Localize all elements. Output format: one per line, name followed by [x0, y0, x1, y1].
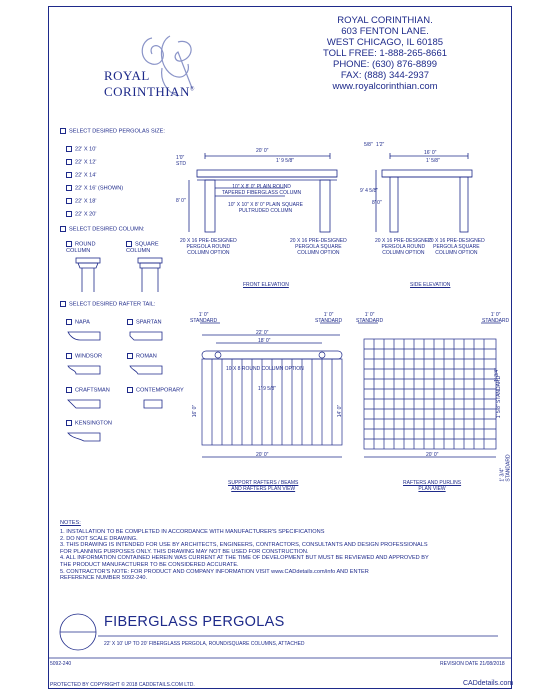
rafter-option[interactable]: ROMAN: [127, 353, 157, 360]
plan1-std-right: 1' 0" STANDARD: [315, 312, 343, 324]
front-note-2: 10" X 10" X 8' 0" PLAIN SQUARE PULTRUDED COLUMN: [228, 202, 303, 214]
checkbox-icon[interactable]: [66, 172, 72, 178]
front-note-1: 10" X 8' 0" PLAIN ROUND TAPERED FIBERGLASS COLUMN: [222, 184, 302, 196]
plan1-dim-14: 14' 0": [337, 404, 344, 418]
front-label-round: 20 X 16 PRE-DESIGNED PERGOLA ROUND COLUMN OPTION: [180, 238, 237, 256]
header-line: PHONE: (630) 876-8899: [332, 59, 438, 70]
header-line: 603 FENTON LANE.: [341, 26, 429, 37]
side-dim-top: 16' 0": [424, 150, 437, 156]
header-line: WEST CHICAGO, IL 60185: [326, 37, 444, 48]
header-line: FAX: (888) 344-2937: [340, 70, 430, 81]
copyright-text: PROTECTED BY COPYRIGHT © 2018 CADDETAILS.COM LTD.: [50, 682, 195, 688]
drawing-title: FIBERGLASS PERGOLAS: [104, 614, 285, 630]
revision-date: REVISION DATE 21/08/2018: [440, 661, 505, 667]
side-dim-c: 1' 5/8": [426, 158, 440, 164]
front-dim-std: 1'0" STD: [176, 155, 186, 167]
website-link[interactable]: www.royalcorinthian.com: [332, 81, 438, 92]
rafter-option[interactable]: CONTEMPORARY: [127, 387, 184, 394]
plan2-std-bottom: 1' 3/4" STANDARD: [499, 454, 512, 482]
size-option[interactable]: 22' X 14': [66, 172, 96, 179]
checkbox-icon[interactable]: [66, 185, 72, 191]
note-item: REFERENCE NUMBER 5092-240.: [60, 575, 148, 582]
plan1-dim-22: 22' 0": [256, 330, 269, 336]
column-option[interactable]: SQUARE COLUMN: [126, 241, 159, 255]
rafter-heading: SELECT DESIRED RAFTER TAIL:: [60, 301, 155, 308]
caddetails-link[interactable]: CADdetails.com: [463, 680, 514, 687]
rafters-plan-drawing: [356, 315, 516, 465]
plan1-dim-mid: 1' 9 5/8": [258, 386, 277, 392]
plan2-caption: RAFTERS AND PURLINS PLAN VIEW: [403, 480, 462, 492]
plan2-dim-v: 1' 3/4": [493, 368, 500, 382]
checkbox-icon[interactable]: [127, 319, 133, 325]
note-item: FOR PLANNING PURPOSES ONLY. THIS DRAWING MAY NOT BE USED FOR CONSTRUCTION.: [60, 548, 309, 555]
front-label-square: 20 X 16 PRE-DESIGNED PERGOLA SQUARE COLUMN OPTION: [290, 238, 347, 256]
plan1-dim-18: 18' 0": [258, 338, 271, 344]
front-dim-side: 8' 0": [176, 198, 186, 204]
column-icons: [60, 256, 240, 296]
rafter-option[interactable]: KENSINGTON: [66, 420, 112, 427]
note-item: 1. INSTALLATION TO BE COMPLETED IN ACCORDANCE WITH MANUFACTURER'S SPECIFICATIONS: [60, 529, 325, 535]
header-line: ROYAL CORINTHIAN.: [337, 15, 433, 26]
plan1-std-left: 1' 0" STANDARD: [190, 312, 218, 324]
size-heading: SELECT DESIRED PERGOLAS SIZE:: [60, 128, 165, 135]
column-option[interactable]: ROUND COLUMN: [66, 241, 96, 255]
side-dim-a: 5/8": [364, 142, 373, 148]
side-dim-e: 8' 0": [372, 200, 382, 206]
rafter-option[interactable]: NAPA: [66, 319, 90, 326]
plan1-dim-16: 16' 0": [192, 404, 199, 418]
plan1-caption: SUPPORT RAFTERS / BEAMS AND RAFTERS PLAN VIEW: [228, 480, 299, 492]
side-caption: SIDE ELEVATION: [410, 282, 451, 288]
notes-list: [60, 529, 429, 582]
checkbox-icon[interactable]: [126, 241, 132, 247]
rafter-option[interactable]: CRAFTSMAN: [66, 387, 110, 394]
note-item: 4. ALL INFORMATION CONTAINED HEREIN WAS CURRENT AT THE TIME OF DEVELOPMENT BUT MUST BE REVIEWED AND APPROVED BY: [60, 555, 429, 562]
plan1-col-note: 10 X 8 ROUND COLUMN OPTION: [226, 366, 304, 372]
plan2-std-left: 1' 0" STANDARD: [356, 312, 384, 324]
header-line: TOLL FREE: 1-888-265-8661: [322, 48, 448, 59]
drawing-subtitle: 22' X 10' UP TO 20' FIBERGLASS PERGOLA, ROUND/SQUARE COLUMNS, ATTACHED: [104, 641, 305, 647]
rafter-option[interactable]: SPARTAN: [127, 319, 162, 326]
front-caption: FRONT ELEVATION: [243, 282, 289, 288]
size-option[interactable]: 22' X 16' (SHOWN): [66, 185, 123, 192]
notes-heading: NOTES:: [60, 520, 81, 526]
checkbox-icon[interactable]: [60, 226, 66, 232]
brand-logo: [100, 28, 240, 108]
plan1-dim-20: 20' 0": [256, 452, 269, 458]
company-header: [305, 15, 465, 92]
checkbox-icon[interactable]: [60, 128, 66, 134]
rafter-option[interactable]: WINDSOR: [66, 353, 102, 360]
checkbox-icon[interactable]: [66, 319, 72, 325]
checkbox-icon[interactable]: [66, 241, 72, 247]
column-heading: SELECT DESIRED COLUMN:: [60, 226, 144, 233]
checkbox-icon[interactable]: [66, 211, 72, 217]
plan2-std-right: 1' 0" STANDARD: [482, 312, 510, 324]
note-item: 5. CONTRACTOR'S NOTE: FOR PRODUCT AND COMPANY INFORMATION VISIT www.CADdetails.com/info AND ENTER: [60, 568, 369, 575]
drawing-ref: 5092-240: [50, 661, 72, 667]
size-option[interactable]: 22' X 18': [66, 198, 96, 205]
note-item: 3. THIS DRAWING IS INTENDED FOR USE BY ARCHITECTS, ENGINEERS, CONTRACTORS, CONSULTANTS AND DESIGN PROFESSIONALS: [60, 542, 428, 549]
size-option[interactable]: 22' X 12': [66, 159, 96, 166]
front-dim-top: 20' 0": [256, 148, 269, 154]
note-item: 2. DO NOT SCALE DRAWING.: [60, 535, 138, 542]
checkbox-icon[interactable]: [66, 198, 72, 204]
plan2-dim-v2: 1' 5/8" STANDARD: [496, 375, 503, 419]
size-option[interactable]: 22' X 20': [66, 211, 96, 218]
note-item: THE PRODUCT MANUFACTURER TO BE CONSIDERED ACCURATE.: [60, 561, 239, 568]
side-label-round: 20 X 16 PRE-DESIGNED PERGOLA ROUND COLUMN OPTION: [375, 238, 432, 256]
logo-tm: ®: [189, 86, 195, 93]
front-dim-mid: 1' 9 5/8": [276, 158, 295, 164]
checkbox-icon[interactable]: [66, 146, 72, 152]
side-dim-d: 9' 4 5/8": [360, 188, 379, 194]
checkbox-icon[interactable]: [66, 159, 72, 165]
checkbox-icon[interactable]: [60, 301, 66, 307]
side-elevation-drawing: [368, 148, 478, 238]
plan2-dim-20: 20' 0": [426, 452, 439, 458]
size-option[interactable]: 22' X 10': [66, 146, 96, 153]
side-label-square: 20 X 16 PRE-DESIGNED PERGOLA SQUARE COLUMN OPTION: [428, 238, 485, 256]
logo-text: ROYAL CORINTHIAN: [104, 68, 190, 99]
side-dim-b: 1'2": [376, 142, 385, 148]
